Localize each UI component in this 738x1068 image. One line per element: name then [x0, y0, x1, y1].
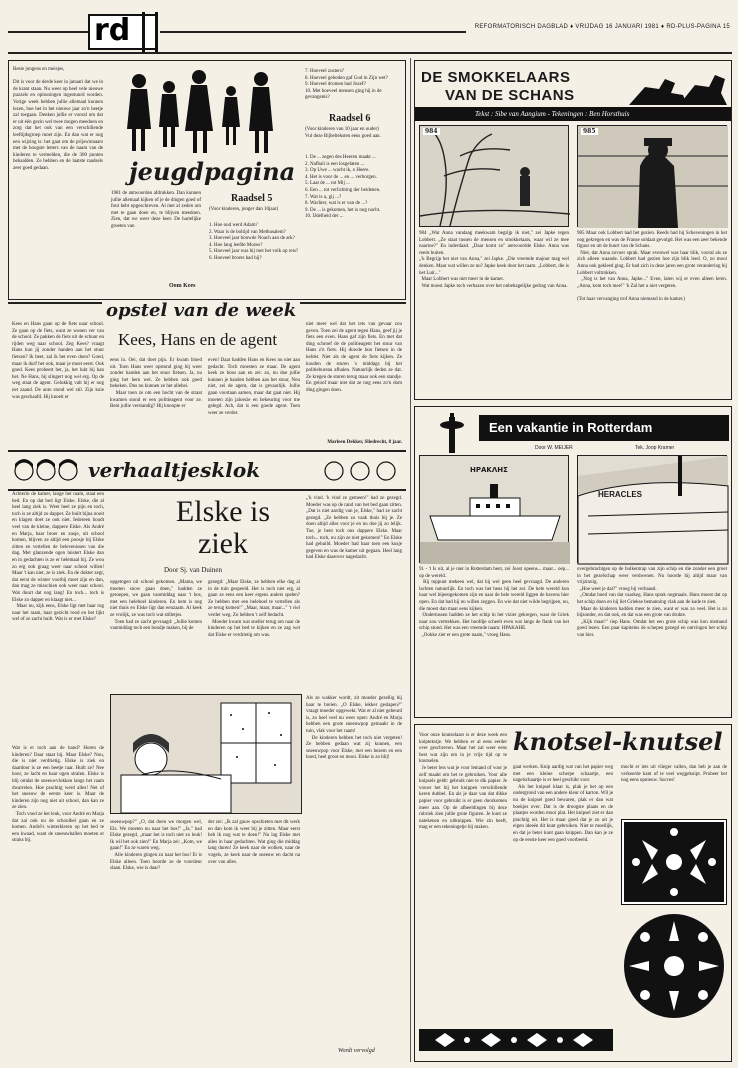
story-title [148, 496, 298, 560]
papercut-plate-1 [621, 819, 727, 905]
story-col-1-bottom: Wat is er toch aan de hand? Horen de kinderen? Daar staat hij. Maar Elske? Nou, die is niet verdrietig. Elske is ziek en daardoor is ze een beetje raar. Huilt ze? Nee hoor, ze lacht en haar ogen stralen. Elske is blij omdat de sneeuwvlokken langs het raam dwarrelen. Hoe prachtig werd alles! Net of het sneeuw de eerste keer is. Maar de kinderen zijn nog niet uit school, dan kan ze ze zien. Toch voed ze het leuk, voor André en Marja dat zal ook nu de schoolbel gaan en ze komen. André's winterkleren op het bed te een kwaad, want de sneeuwballen moeten er straks bij. [12, 746, 105, 844]
boys-faces-icon [320, 456, 400, 486]
smokkelaars-title [421, 69, 575, 105]
opstel-col-1: Kees en Hans gaan op de fiets naar school. Ze gaan op de fiets, want ze wonen ver van de school. Ze pakken de fiets uit de schuur en rijden weg naar school. Zeg Kees? vraagt Hans kun jij zonder handen aan het stuur fietsen? Ik beet, zal ik het even doen? Goed, maar ik durf het ook, maar je moet eerst. Ook goed. Kees probeert het, ja, het lukt hij kan het. Ne Hans, hij slingert nog wel erg. Op de weg staat de agent. Gelukkig valt hij er nog net zaand. De auto stond wel stil. Zijn knie was geschaafd. Hij knoeit er [12, 322, 106, 400]
ship-name-greek: ΗΡΑΚΛΗΣ [470, 466, 508, 474]
knotsel-title: knotsel-knutsel [513, 727, 723, 756]
story-byline: Door Sj. van Duinen [164, 566, 222, 574]
jeugd-signature: Oom Kees [169, 283, 196, 289]
vakantie-col-2: overgebrachtgen op de bulkentrap van zijn schip en die zonder een groet in het gezelschap weer verdwenen. Nu hoorde hij altijd maar van vrijzinnig. „Hoe weet je dat?" vroeg hij verbaasd. „Omdat hoed van dat vaarkeg. Hans sprak nogmaals. Hans moest dat op het schip doen en hij liet Griekse bemanning vlak aan de kade te zien. Maar de kinderen hadden meer te zien, want er was zo veel. Het is zo bijzonder, en dat ook, en dat was een grote van drukte. „Kijk maar!" riep Hans. Omdat het een grote schip was kon niemand goed lezen. Een paar kapiteins de schepen gezegd en ontvingen het schip van hier. [577, 567, 728, 638]
smokkel-panel-984 [419, 125, 569, 227]
header-rule-mid [160, 31, 466, 33]
raadsel5-title: Raadsel 5 [231, 193, 273, 204]
smokkelaars-credit: Tekst : Sibe van Aangium - Tekeningen : Ben Horsthuis [475, 110, 630, 118]
smokkel-caption-985: 985 Maar ook Lobbert had het gezien. Reeds had hij Scheveningen in het oog gekregen en was de Franse soldaat gevolgd. Het was een zeer bekende figuur en uit de buurt van de Schans. Niet, dat Anna zovoer sprak. Maar evenwel was haar blik, vooral als ze zich alleen waande. Lobbert had gezien hoe zijn blik leed. O, zo mooi Anna ook gekleed ging. Er had zich in deze jaren een grote verandering bij Lobbert voltrokken. „Nog is het van Anna, Japke..." Even, laten wij er even alleen leren. „Anna, kom toch mee!" 'k Zal het u niet vergeten. (Tot haar vervanging trof Anna niemand in de kamer.) [577, 231, 727, 302]
raadsel6-title: Raadsel 6 [329, 113, 371, 124]
opstel-signature: Marleen Dekker, Sliedrecht, 8 jaar. [327, 440, 402, 445]
vakantie-title: Een vakantie in Rotterdam [489, 420, 653, 435]
euromast-icon [421, 413, 485, 453]
knotsel-section [414, 724, 732, 1062]
story-lower-col-3: der zei: „Ik zal gauw opschieten met dit werk en dan kom ik weer bij je zitten. Maar eerst heb ik nog wat te doen!" Nu lag Elske met alles in haar gedachten. Wat ging die middag lang duren! Ze keek naar de wolken, naar de vogels, ze keek naar de sneeuw en dacht na over van alles. [208, 820, 302, 865]
raadsel5-lead: 1981 de antwoorden afdrukken. Dan kunnen jullie allemaal kijken of je de dingen goed of fout hebt opgeschreven. Al met al zeden om met te gaan doen en, te blijven meedoen. Zien, dat we weer deze keer. De hartelijke groeten van [111, 191, 203, 229]
raadsel5-items-continued: 7. Hoeveel zusters? 8. Hoeveel geboden gaf God in Zijn wet? 9. Hoeveel dromen had Jozef? 10. Met hoeveel mensen ging hij in de gevangenis? [305, 69, 388, 101]
opstel-banner: opstel van de week [102, 300, 300, 321]
opstel-col-2: eens in. Oei, dat doet pijn. Er kwam bloed uit. Toen Hans weer opstond ging hij weer zonder handen aan het stuur fietsen. Ja, nu ging het hem wel. Ze hebben ook goed bekeken. Dus nu kunnen ze het allebei. Maar toen ze om een bocht van de straat kwamen stond er een politieagent voor ze. Bent jullie verstandig? Hij knoopte er [110, 358, 202, 410]
jeugd-intro: Beste jongens en meisjes, Dit is voor de derde keer in januari dat we in de krant staan. Nu weer op heel vele nieuwe puzzels en oplossingen ingestuurd worden. Vorige week hebben jullie allemaal kunnen lezen, hoe het in het nieuwe jaar zo'n beetje zal toegaan. Denken jullie er vooral om dat er uit één gezin wel twee mogen meedoen en zorg dat het ook van een verschillende leeftijdsgroep moet zijn. En dan wat er nog een wijzing is: het gaat om de prijswinnaars met de hoogste letters van de naam van de kinderen te vermelden, die de 300 punten behaalden. Ze hebben en de laatste raadsels zeer goed gedaan. [13, 67, 103, 171]
vakantie-col-1: 9l. - 't Is uit, al je niet in Rotterdam bent, zei Joost opeens... maar... oep... op de wereld. Bij toppunt mekeen wel, dat hij wel geen heel gevraagd. De anderen lachten natuurlijk. En toch was het heus hij het zei. De hele wereld kun haar wel bijeengekomen zijn en naar de hele wereld liggen de havens hier open. En dat had hij nu willen zeggen. En wie dat niet wilde begrijpen, nu, die moest dan maar eens kijken. Ondertussen hadden ze het schip in het vizier gekregen, waar de Griek naar zou vertrekken. Het hoofdje scheelt even wat langs de flank van het schip stond. Het was een vreemde naam: HPAKAHE. „Ookke ziet er een grote naam," vroeg Hans. [419, 567, 570, 638]
ship-name-heracles: HERACLES [598, 490, 643, 499]
story-col-2: opgetogen uit school gekomen. „Mama, we moeten snow gaan doen," hadden ze geroepen, we gaan vanmiddag naar 't bos, met een heleboel kinderen. En hem is nog niet thuis en Elske ligt dan eenzaam. Al keek ze vrolijk, ze was toch wat stilletjes. Toen had ze zacht gevraagd: „Jullie komen vanmiddag toch een bondje maken, bij de [110, 580, 202, 632]
children-silhouettes-illustration [121, 69, 291, 159]
opstel-title: Kees, Hans en de agent [118, 330, 278, 349]
smokkel-caption-984: 984 „Wat Anna vandaag meekwam begrijp ik niet," zei Japke tegen Lobbert. „Ze staat tussen de mensen en smokkelaars, waar wil ze mee naartoe?" En inderdaad. „Daar komt zo" antwoordde Elske. Anna was reeds buiten. „'k Begrijp het niet van Anna," zei Japke. „Die vreemde majoor mag wel denken. Maar wat willen ze nu? Japke keek door het raam. „Lobbert, die is het Luit..." Maar Lobbert was niet meer in de kamer. Wat moest Japke toch verbazen over het onbehagelijke gedrag van Anna. [419, 231, 569, 289]
knotsel-col-1: Voor onze knutselaars is er deze week een kniptekstje. We hebben er al eens eerder over geschreven. Maar het zal weer eens best wat zijn om in je vrije tijd op te knutselen. Je beter lets wat je voor lemand of voor je zelf maakt om het te gebruiken. Voor alle knipsels geldt: gebruik niet te dik papier. Je vouwt het bij het knippen verschillende keren dubbel. En als je daar van dat dikke papier voor gebruikt is er geen doorkomen meer aan. Op de afbeeldingen bij deze rubriek zien jullie grote figuren. Je kunt ze natekenen en uitknippen. Wie zin heeft, mag er een tekeningetje bij maken. [419, 733, 508, 831]
story-lower-col-2: sneeuwpop?" „O, dat doen we morgen wel, Els. We moeten nu naar het bos!" „Ja," had Elske gezegd, „maar het is toch niet zo leuk! Ik wil het ook zien!" En Marja zei: „Kom, we gaan!" En ze waren weg. Alle kinderen gingen zo naar het bos! Er is Elske alleen. Toen hoorde ze de voordeur slaan. Elske, wie is daar? [110, 820, 203, 872]
story-col-4: „'k vind. 'k vind ze gemeen!" had ze gezegd. Moeder was op de rand van het bed gaan zitten. „Dat is niet aardig van je, Elske," had ze zacht gezegd. „Ze hebben zo vaak thuis bij je. Ze doen altijd alles voor je en nu doe jij zo lelijk. Toe, je bent toch ons dappere Elske. Maar toch... toch, nu zijn ze niet gekomen!" En Elske had gehuild. Moeder had haar toen een kusje gegeven en was de kamer uit gegaan. Heel lang had Elske daarover nagedacht. [306, 496, 404, 561]
logo-text: rd [94, 13, 131, 48]
smokkelaars-credit-bar [415, 107, 731, 121]
raadsel6-subtitle: (Voor kinderen van 10 jaar en ouder) Vul deze Bijbelteksten eens goed aan. [305, 127, 381, 139]
story-title-line-2: ziek [198, 527, 248, 560]
smokkelaars-title-line-1: DE SMOKKELAARS [421, 69, 571, 86]
story-title-line-1: Elske is [175, 495, 271, 528]
knotsel-col-3: mocht er iets uit vlieger vallen, dan heb je aan de verkeerde kant of te veel weggeknipt. Probeer het nog eens opnieuw. Succes! [621, 765, 729, 784]
vakantie-section [414, 406, 732, 718]
header-rule-bottom [8, 52, 732, 54]
opstel-section [8, 302, 406, 452]
vakantie-artist: Tek. Joop Kramer [635, 445, 675, 451]
knotsel-col-2: gaat werken. Knip aardig wat van het papier weg met een kleine scherpe schaartje, een nagelschaartje is er heel geschikt voor. Als het knipsel klaar is, plak je het op een ondergrond van een andere kleur of karton. Wil je nu de knipsel goed bewaren, plak er dan wat boekjes over. Dat is de droogste plaats en de plaatjes worden mooi plat. Het knipsel ziet er dan prachtig uit. Het is maar goed dat je zo uit je eigen ideeën dit kunt gebruiken. Niet te moeilijk, en dat je beter kunt gaan knippen. Dan kan je ze op de eerste keer een goed voorbeeld. [513, 765, 613, 843]
harbour-ship-panel [419, 455, 569, 563]
panel-number-985: 985 [583, 128, 596, 135]
raadsel5-subtitle: (Voor kinderen, jonger dan 10jaar) [209, 207, 279, 212]
girl-in-bed-illustration [110, 694, 302, 814]
verhaaltje-rule [8, 489, 406, 491]
heracles-ship-panel [577, 455, 727, 563]
panel-number-984: 984 [425, 128, 438, 135]
rd-logo [88, 14, 158, 50]
papercut-plate-2 [621, 911, 727, 1021]
story-col-3: gezegd: „Maar Elske, ze hebben elke dag al in de tuin gespeeld. Het is toch niet erg, al gaan ze eens een keer ergens anders spelen? Ze hebben met een heleboel te vertellen als ze terug komen!" „Maar, maar, maar..." 't viel verder weg. Zo hebben 't zelf bedacht. Moeder kwam wat sneller terug om naar de kinderen op het bed te kijken en ze zag wel dat Elske er verdrietig om was. [208, 580, 300, 638]
smokkel-panel-985 [577, 125, 727, 227]
raadsel6-items: 1. De ... zegen des Heeren maakt ... 2. Nafbali is een losgelaten ... 3. Op Uwe ... wacht ik, o Heere. 4. Het is voor de ... en ... verborgen. 5. Laat de ... tot Mij ... 6. Een ... tot verlichting der heidenen. 7. Wat is u, gij ...? 8. Wachter, wat is er van de ...? 9. De ... is gekomen, het is nog nacht. 10. IJdelheid der ... [305, 155, 381, 220]
story-lower-col-4: Als ze wakker wordt, zit moeder gezellig bij haar te breien. „O Elske, lekker geslapen?" vraagt moeder opgewekt. Wat er al niet gebeurd is, zo heel veel nu weer open: André en Marja hebben een grote sneeuwpop gemaakt in de tuin, vlak voor het raam! De kinderen hebben het toch niet vergeten! Ze hebben gedaan wat zij kunnen, een sneeuwpop voor Elske, met een bezem en een hoed, heel groot en mooi. Elske is zo blij! [306, 696, 403, 761]
horse-riders-illustration [625, 65, 729, 109]
jeugdpagina-title: jeugdpagina [129, 157, 296, 186]
column-divider [410, 58, 411, 1062]
story-vervolg: Wordt vervolgd [338, 1048, 375, 1054]
header-line: REFORMATORISCH DAGBLAD ♦ VRIJDAG 16 JANUARI 1981 ♦ RD-PLUS-PAGINA 15 [474, 24, 730, 30]
raadsel5-items: 1. Hoe oud werd Adam? 2. Waar is de boltijd van Methusalem? 3. Hoeveel jaar bouwde Noach aan de ark? 4. Hoe lang leefde Mozes? 5. Hoeveel jaar was hij met het volk op reis? 6. Hoeveel broers had hij? [209, 223, 299, 261]
vakantie-author: Door W. MEIJER [535, 445, 573, 451]
verhaaltjesklok-banner: verhaaltjesklok [88, 458, 261, 482]
girls-faces-icon [12, 456, 82, 486]
smokkelaars-section [414, 60, 732, 400]
vakantie-title-bar [479, 415, 729, 441]
jeugdpagina-section [8, 60, 406, 300]
header-rule-left [8, 31, 88, 33]
papercut-plate-3 [419, 1025, 613, 1055]
opstel-col-3: even! Daar hadden Hans en Kees nu niet aan gedacht. Toch moesten ze maar. De agent keek ze boos aan en zei: zo, nu doe jullie kunnen je handen hebben aan het stuur, Nou niet, zei de agent, dat is gevaarlijk. Jullie gaan voortaan samen, maar dat gaat niet. Hij moeten zijn jaloezie en bekeuring voor me gelegd. Ach, dat is een goede agent. Toen weer ze verder. [208, 358, 302, 416]
verhaaltjesklok-banner-area [8, 454, 406, 488]
opstel-col-4: niet meer wel dat het iets van gevaar zou geven. Toen zei de agent tegen Hans, geef jij je fiets een even. Hans gaf zijn fiets. En met dat ding schroef de de politieagent het stuur van Hans z'n fiets. Hij duwde hun fietsen in de kelder. Niet als de agent de fiets kijken. Ze kouden de sturen 's middags bij het politiebureau afhalen. Natuurlijk deden ze dat. Ze kregen de sturen terug maar ook een standje. En geloof maar niet dat ze nog eens zo'n dom ding gingen doen. [306, 322, 404, 393]
smokkelaars-title-line-2: VAN DE SCHANS [445, 87, 575, 104]
elske-story [8, 492, 406, 1062]
story-col-1-top: Achterin de kamer, lange het raam, staat een bed. En op dat bed ligt Elske. Elske, die al heel lang ziek is. Weet heel ze pijn en toch, toch is ze altijd zo dapper. Ze huilt bijna nooit en klagen doet ze ook niet. Iedereen houdt veel van de kleine, dappere Elske. Als André en Marja, haar broer en zusje, uit school komen, blijven ze altijd een poosje bij Elske zitten en vertellen de belevenissen van die dag. Met glanzende ogen luistert Elske dan en in gedachten is ze er helemaal bij. Ze wou zo erg ook graag weer naar school willen! Maar 't kan niet, ze is ziek. En de dokter zegt, dat eerst de winter voorbij moet zijn en dan, dan mag ze misschien ook weer naar school. Wat duurt dat nog lang! En toch... toch is Elske zo dapper en klaagt niet... Maar nu, kijk eens, Elske ligt met haar rug naar het raam, haar gezicht rood en het lijkt wel of ze zacht huilt. Wat is er met Elske? [12, 492, 105, 623]
